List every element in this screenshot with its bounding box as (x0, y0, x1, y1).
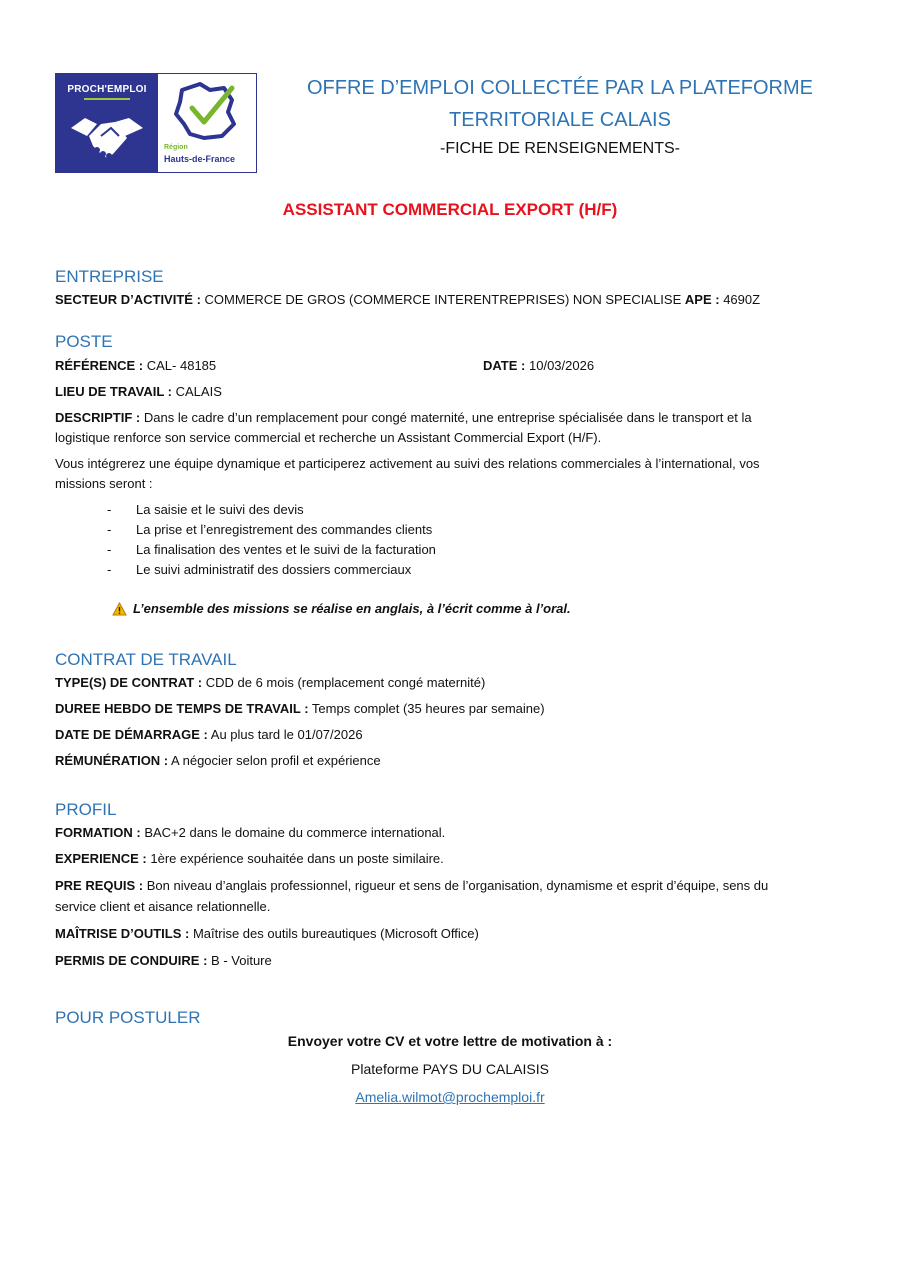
list-item: - La finalisation des ventes et le suivi de la facturation (107, 540, 436, 560)
mission-text: La saisie et le suivi des devis (136, 502, 304, 517)
region-name: Hauts-de-France (164, 154, 236, 164)
contact-email-link[interactable]: Amelia.wilmot@prochemploi.fr (355, 1089, 545, 1105)
experience-label: EXPERIENCE : (55, 851, 147, 866)
mission-text: La prise et l’enregistrement des commandes clients (136, 522, 433, 537)
section-profil-heading: PROFIL (55, 800, 117, 819)
logo-underline (84, 98, 130, 100)
mission-text: Le suivi administratif des dossiers commerciaux (136, 562, 412, 577)
descriptif-text1: Dans le cadre d’un remplacement pour congé maternité, une entreprise spécialisée dans le transport et la (143, 410, 752, 425)
handshake-icon (67, 106, 147, 166)
section-postuler-heading: POUR POSTULER (55, 1008, 201, 1027)
header-title-line1: OFFRE D’EMPLOI COLLECTÉE PAR LA PLATEFORME (306, 77, 814, 99)
experience-value: 1ère expérience souhaitée dans un poste similaire. (150, 851, 444, 866)
descriptif-line1 (55, 408, 845, 428)
lieu-value: CALAIS (175, 384, 222, 399)
contrat-type-value: CDD de 6 mois (remplacement congé maternité) (205, 675, 486, 690)
postuler-instruction: Envoyer votre CV et votre lettre de motivation à : (287, 1033, 613, 1049)
prochemploi-brand-block (56, 74, 158, 172)
demarrage-line (55, 725, 845, 745)
date-label: DATE : (483, 358, 526, 373)
duree-label: DUREE HEBDO DE TEMPS DE TRAVAIL : (55, 701, 309, 716)
date-line (483, 356, 843, 376)
outils-line (55, 924, 845, 944)
secteur-label: SECTEUR D’ACTIVITÉ : (55, 292, 201, 307)
descriptif-line2: logistique renforce son service commercial et recherche un Assistant Commercial Export (H/F). (55, 430, 602, 445)
postuler-platform: Plateforme PAYS DU CALAISIS (351, 1061, 549, 1077)
reference-value: CAL- 48185 (146, 358, 217, 373)
reference-label: RÉFÉRENCE : (55, 358, 144, 373)
lieu-label: LIEU DE TRAVAIL : (55, 384, 172, 399)
outils-label: MAÎTRISE D’OUTILS : (55, 926, 190, 941)
prerequis-line2: service client et aisance relationnelle. (55, 899, 271, 914)
logo-brand-text: PROCH'EMPLOI (67, 84, 147, 95)
intro-line2: missions seront : (55, 476, 153, 491)
section-entreprise-heading: ENTREPRISE (55, 267, 164, 286)
experience-line (55, 849, 845, 869)
demarrage-value: Au plus tard le 01/07/2026 (210, 727, 363, 742)
region-logo-block (158, 74, 256, 172)
formation-value: BAC+2 dans le domaine du commerce international. (144, 825, 446, 840)
outils-value: Maîtrise des outils bureautiques (Microsoft Office) (192, 926, 479, 941)
section-poste-heading: POSTE (55, 332, 113, 351)
date-value: 10/03/2026 (529, 358, 595, 373)
secteur-line (55, 290, 845, 310)
prerequis-line1 (55, 876, 845, 896)
prochemploi-logo (55, 73, 257, 173)
remuneration-value: A négocier selon profil et expérience (171, 753, 381, 768)
remuneration-label: RÉMUNÉRATION : (55, 753, 169, 768)
job-title: ASSISTANT COMMERCIAL EXPORT (H/F) (282, 200, 618, 219)
header-title-line2: TERRITORIALE CALAIS (449, 109, 671, 131)
permis-line (55, 951, 845, 971)
ape-label: APE : (684, 292, 720, 307)
warning-text: L’ensemble des missions se réalise en anglais, à l’écrit comme à l’oral. (133, 601, 571, 616)
formation-label: FORMATION : (55, 825, 141, 840)
formation-line (55, 823, 845, 843)
descriptif-label: DESCRIPTIF : (55, 410, 141, 425)
postuler-email-row (0, 1089, 900, 1105)
lieu-line (55, 382, 845, 402)
mission-text: La finalisation des ventes et le suivi de la facturation (136, 542, 436, 557)
secteur-value: COMMERCE DE GROS (COMMERCE INTERENTREPRISES) NON SPECIALISE (204, 292, 682, 307)
list-item: - La prise et l’enregistrement des commandes clients (107, 520, 436, 540)
header-subtitle: -FICHE DE RENSEIGNEMENTS- (439, 140, 680, 157)
remuneration-line (55, 751, 845, 771)
list-item: - La saisie et le suivi des devis (107, 500, 436, 520)
france-map-check-icon (162, 78, 252, 144)
contrat-type-line (55, 673, 845, 693)
duree-line (55, 699, 845, 719)
section-contrat-heading: CONTRAT DE TRAVAIL (55, 650, 237, 669)
list-item: - Le suivi administratif des dossiers commerciaux (107, 560, 436, 580)
prerequis-text1: Bon niveau d’anglais professionnel, rigueur et sens de l’organisation, dynamisme et esprit d’équipe, sens du (146, 878, 769, 893)
language-warning (112, 601, 571, 616)
ape-value: 4690Z (723, 292, 761, 307)
intro-line1: Vous intégrerez une équipe dynamique et participerez activement au suivi des relations commerciales à l’international, vos (55, 456, 760, 471)
demarrage-label: DATE DE DÉMARRAGE : (55, 727, 208, 742)
permis-value: B - Voiture (211, 953, 272, 968)
permis-label: PERMIS DE CONDUIRE : (55, 953, 208, 968)
region-label: Région (164, 144, 188, 151)
contrat-type-label: TYPE(S) DE CONTRAT : (55, 675, 203, 690)
prerequis-label: PRE REQUIS : (55, 878, 144, 893)
duree-value: Temps complet (35 heures par semaine) (311, 701, 545, 716)
missions-list (107, 500, 436, 580)
warning-icon (112, 602, 127, 616)
